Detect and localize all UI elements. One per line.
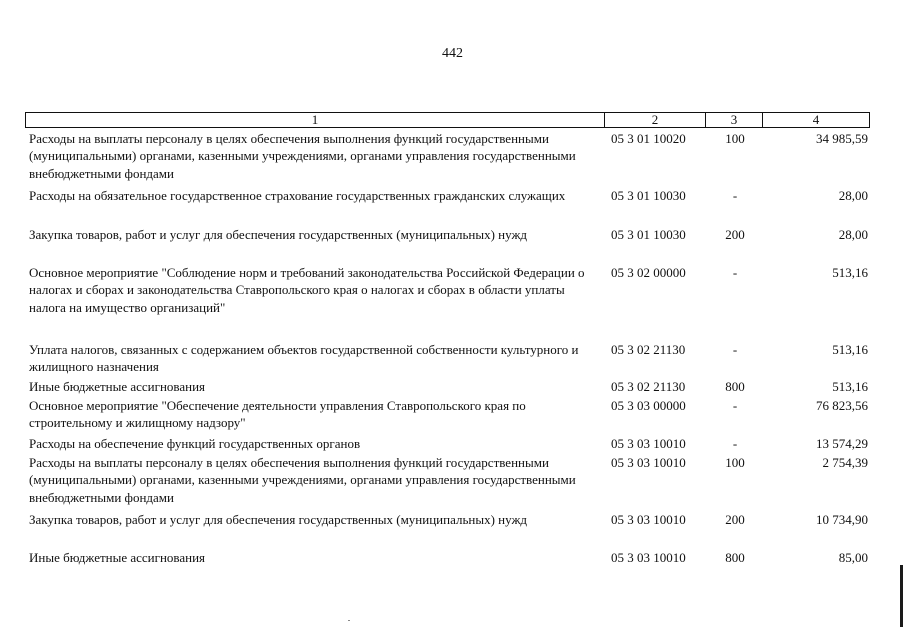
scan-speck [348,620,350,621]
expense-type: 100 [725,455,745,470]
item-code: 05 3 03 10010 [611,455,686,470]
item-code: 05 3 02 21130 [611,342,686,357]
column-header-2: 2 [605,113,706,128]
item-code: 05 3 03 10010 [611,512,686,527]
column-header-3: 3 [706,113,763,128]
expense-type: 200 [725,227,745,242]
expense-type: - [732,188,738,203]
item-name: Расходы на выплаты персоналу в целях обеспечения выполнения функций государственными (муниципальными) органами, казенными учреждениями, органами управления государственными внебюджетными фондами [29,455,576,505]
item-code: 05 3 01 10030 [611,188,686,203]
item-name: Основное мероприятие "Соблюдение норм и требований законодательства Российской Федерации о налогах и сборах и законодательства Ставропольского края о налогах и сборах в области уплаты налога на имущество организаций" [29,265,585,315]
item-name: Иные бюджетные ассигнования [29,550,206,565]
item-code: 05 3 02 21130 [611,379,686,394]
item-name: Расходы на обязательное государственное страхование государственных гражданских служащих [29,188,566,203]
page-number: 442 [442,46,463,61]
item-code: 05 3 03 10010 [611,436,686,451]
item-name: Иные бюджетные ассигнования [29,379,206,394]
item-amount: 513,16 [832,379,868,394]
expense-type: - [732,398,738,413]
item-name: Расходы на обеспечение функций государственных органов [29,436,361,451]
item-amount: 28,00 [838,227,868,242]
expense-type: 800 [725,379,745,394]
item-code: 05 3 01 10020 [611,131,686,146]
item-amount: 76 823,56 [816,398,868,413]
expense-type: - [732,436,738,451]
expense-type: 800 [725,550,745,565]
expense-type: - [732,342,738,357]
item-name: Расходы на выплаты персоналу в целях обеспечения выполнения функций государственными (муниципальными) органами, казенными учреждениями, органами управления государственными внебюджетными фондами [29,131,576,181]
item-code: 05 3 01 10030 [611,227,686,242]
expense-type: 100 [725,131,745,146]
item-amount: 513,16 [832,342,868,357]
item-code: 05 3 03 10010 [611,550,686,565]
item-code: 05 3 02 00000 [611,265,686,280]
item-name: Основное мероприятие "Обеспечение деятельности управления Ставропольского края по строительному и жилищному надзору" [29,398,526,431]
item-name: Закупка товаров, работ и услуг для обеспечения государственных (муниципальных) нужд [29,512,528,527]
item-amount: 513,16 [832,265,868,280]
expense-type: 200 [725,512,745,527]
item-amount: 2 754,39 [822,455,868,470]
expense-type: - [732,265,738,280]
item-name: Уплата налогов, связанных с содержанием объектов государственной собственности культурного и жилищного назначения [29,342,579,375]
item-amount: 34 985,59 [816,131,868,146]
item-code: 05 3 03 00000 [611,398,686,413]
column-header-4: 4 [763,113,870,128]
column-header-1: 1 [26,113,605,128]
item-amount: 10 734,90 [816,512,868,527]
scan-edge-mark [900,565,903,627]
column-header-row [25,112,870,128]
item-amount: 13 574,29 [816,436,868,451]
item-name: Закупка товаров, работ и услуг для обеспечения государственных (муниципальных) нужд [29,227,528,242]
item-amount: 28,00 [838,188,868,203]
item-amount: 85,00 [838,550,868,565]
